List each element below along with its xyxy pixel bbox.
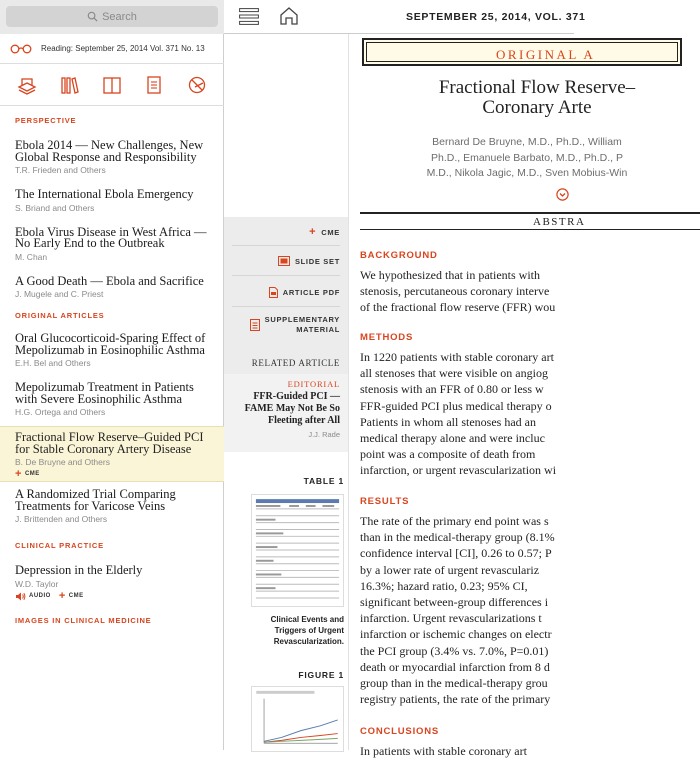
related-article-title: FFR-Guided PCI — FAME May Not Be So Fleeting after All [244,391,340,426]
toc-item-title: A Randomized Trial Comparing Treatments for Varicose Veins [15,487,176,513]
toc-item-authors: J. Mugele and C. Priest [15,289,104,299]
table-thumbnail[interactable] [251,494,344,607]
toc-item-title: Ebola Virus Disease in West Africa — No Early End to the Outbreak [15,224,207,250]
issue-date: SEPTEMBER 25, 2014, VOL. 371 [406,11,586,23]
toc-item-badges [15,470,216,478]
document-icon[interactable] [143,74,165,96]
toc-item-authors: M. Chan [15,251,48,262]
library-icon[interactable] [59,74,81,96]
divider [232,306,340,307]
section-heading-images: IMAGES IN CLINICAL MEDICINE [15,615,152,625]
methods-heading: METHODS [360,332,414,343]
related-article-author: J.J. Rade [308,430,340,439]
audio-badge[interactable]: AUDIO [15,592,51,601]
reading-glasses-icon [10,44,32,54]
results-text: The rate of the primary end point was s than in the medical-therapy group (8.1% confidence interval [CI], 0.26 to 0.57; P by a lower rate of urgent revasculariz 16.3%; hazard ratio, 0.23; 95% CI, significant between-group differences i infarction. Urgent revascularizations t infarction or ischemic changes on electr the PCI group (3.4% vs. 7.0%, P=0.01) death or myocardial infarction from 8 d group than in the medical-therapy grou registry patients, the rate of the primary [360,514,555,707]
search-placeholder: Search [102,10,137,23]
table-caption: Clinical Events and Triggers of Urgent Revascularization. [270,615,344,646]
divider [232,275,340,276]
pdf-icon [269,287,278,298]
background-text: We hypothesized that in patients with stenosis, percutaneous coronary interve of the fractional flow reserve (FFR) wou [360,268,556,315]
divider [232,245,340,246]
toc-item[interactable] [0,140,224,175]
search-bar [0,0,224,34]
slides-icon [278,256,290,266]
toc-item-title: Depression in the Elderly [15,563,143,577]
supplementary-material-button[interactable]: SUPPLEMENTARY MATERIAL [250,315,340,335]
toc-item[interactable] [0,189,224,213]
article-category-box [362,38,682,66]
toc-item-title: A Good Death — Ebola and Sacrifice [15,273,204,288]
toc-item-selected[interactable] [0,426,224,482]
search-input[interactable] [6,6,218,27]
toc-item[interactable] [0,489,224,524]
toc-item-authors: W.D. Taylor [15,578,59,589]
related-article-heading: RELATED ARTICLE [251,358,340,368]
supplement-icon [250,319,260,331]
table-of-contents [0,106,224,628]
section-heading-original-articles: ORIGINAL ARTICLES [15,311,105,320]
abstract-header [360,212,700,230]
article-tools-column [224,34,348,750]
related-article-card[interactable] [224,374,348,452]
toc-item-title: Ebola 2014 — New Challenges, New Global Response and Responsibility [15,138,204,164]
toolbar [0,64,224,106]
sidebar [0,0,224,750]
methods-text: In 1220 patients with stable coronary art all stenoses that were visible on angiog stenosis with an FFR of 0.80 or less w FFR-guided PCI plus medical therapy o Patients in whom all stenoses had an medical therapy alone and were incluc point was a composite of death from infarction, or urgent revascularization wi [360,350,557,478]
conclusions-text: In patients with stable coronary art [360,744,527,758]
cme-badge[interactable]: + CME [58,590,84,602]
menu-icon[interactable] [239,8,259,25]
plus-icon: + [309,226,317,238]
background-heading: BACKGROUND [360,250,438,261]
no-entry-settings-icon[interactable] [186,74,208,96]
abstract-label: ABSTRA [533,216,586,228]
toc-item-authors: B. De Bruyne and Others [15,457,110,467]
section-heading-perspective: PERSPECTIVE [15,116,77,125]
issues-stack-icon[interactable] [16,74,38,96]
toc-item-title: Mepolizumab Treatment in Patients with Severe Eosinophilic Asthma [15,380,194,406]
cme-button[interactable]: + CME [309,226,340,238]
toc-item-title: Fractional Flow Reserve–Guided PCI for Stable Coronary Artery Disease [15,430,204,456]
results-heading: RESULTS [360,496,410,507]
reading-label: Reading: September 25, 2014 Vol. 371 No. 13 [41,44,205,53]
figure-thumbnail[interactable] [251,686,344,752]
toc-item[interactable] [0,382,224,417]
toc-item-badges [15,592,216,601]
toc-item-authors: S. Briand and Others [15,202,95,213]
reading-status[interactable] [0,34,224,64]
related-article-category: EDITORIAL [287,379,340,389]
section-heading-clinical-practice: CLINICAL PRACTICE [15,541,104,550]
toc-item-authors: T.R. Frieden and Others [15,165,106,175]
article-view [348,34,636,758]
cme-badge: + CME [15,468,40,480]
toc-item[interactable] [0,333,224,368]
conclusions-heading: CONCLUSIONS [360,726,439,737]
toc-item-title: Oral Glucocorticoid-Sparing Effect of Mepolizumab in Eosinophilic Asthma [15,331,206,357]
toc-item[interactable] [0,565,224,601]
toc-item-authors: J. Brittenden and Others [15,514,108,524]
home-icon[interactable] [279,6,299,26]
speaker-icon [15,592,26,601]
article-pdf-button[interactable]: ARTICLE PDF [269,287,340,298]
open-book-icon[interactable] [101,74,123,96]
table-heading: TABLE 1 [303,476,344,486]
article-title: Fractional Flow Reserve– Coronary Arte [438,77,636,118]
toc-item-authors: E.H. Bel and Others [15,358,91,368]
slide-set-button[interactable]: SLIDE SET [278,256,340,266]
search-icon [87,11,98,22]
article-actions [224,217,348,377]
toc-item[interactable] [0,273,224,300]
expand-authors-icon[interactable] [556,188,569,201]
toc-item-title: The International Ebola Emergency [15,187,194,201]
article-category: ORIGINAL A [496,47,596,62]
plus-icon: + [15,468,22,480]
article-authors: Bernard De Bruyne, M.D., Ph.D., William Ph.D., Emanuele Barbato, M.D., Ph.D., P M.D., Nikola Jagic, M.D., Sven Mobius-Win [426,136,628,179]
toc-item[interactable] [0,224,224,262]
plus-icon: + [58,590,66,602]
figure-heading: FIGURE 1 [298,670,344,680]
top-bar [224,0,586,34]
toc-item-authors: H.G. Ortega and Others [15,407,106,417]
